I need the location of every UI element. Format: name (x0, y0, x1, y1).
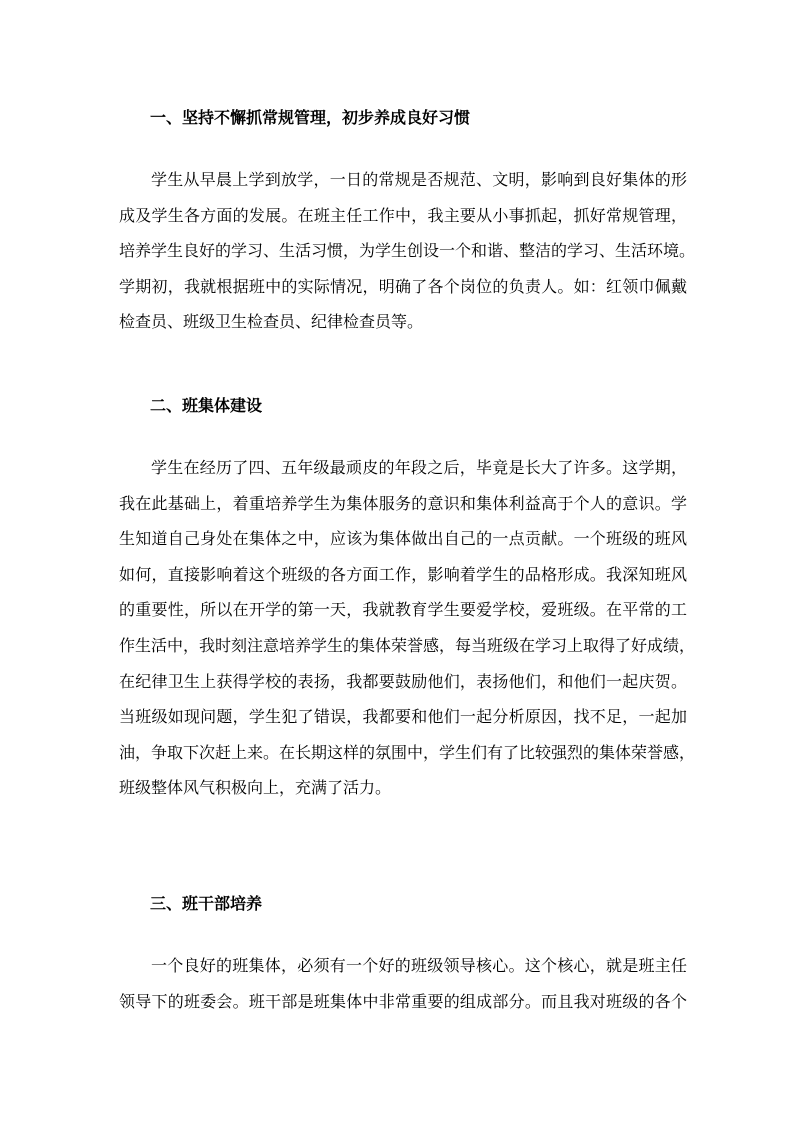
paragraph-line: 领导下的班委会。班干部是班集体中非常重要的组成部分。而且我对班级的各个 (119, 991, 687, 1011)
paragraph-line: 一个良好的班集体，必须有一个好的班级领导核心。这个核心，就是班主任 (151, 956, 687, 975)
paragraph-line: 学生在经历了四、五年级最顽皮的年段之后，毕竟是长大了许多。这学期， (151, 458, 687, 477)
section-1-heading: 一、坚持不懈抓常规管理，初步养成良好习惯 (150, 108, 471, 127)
paragraph-line: 检查员、班级卫生检查员、纪律检查员等。 (119, 312, 424, 332)
section-1-paragraph (119, 170, 696, 348)
paragraph-line: 生知道自己身处在集体之中，应该为集体做出自己的一点贡献。一个班级的班风 (119, 529, 687, 549)
paragraph-line: 如何，直接影响着这个班级的各方面工作，影响着学生的品格形成。我深知班风 (119, 564, 687, 584)
paragraph-line: 作生活中，我时刻注意培养学生的集体荣誉感，每当班级在学习上取得了好成绩， (119, 635, 696, 655)
paragraph-line: 成及学生各方面的发展。在班主任工作中，我主要从小事抓起，抓好常规管理， (119, 205, 687, 225)
paragraph-line: 我在此基础上，着重培养学生为集体服务的意识和集体利益高于个人的意识。学 (119, 493, 687, 513)
paragraph-line: 学生从早晨上学到放学，一日的常规是否规范、文明，影响到良好集体的形 (151, 170, 687, 189)
paragraph-line: 班级整体风气积极向上，充满了活力。 (119, 778, 392, 798)
paragraph-line: 学期初，我就根据班中的实际情况，明确了各个岗位的负责人。如：红领巾佩戴 (119, 276, 687, 296)
paragraph-line: 当班级如现问题，学生犯了错误，我都要和他们一起分析原因，找不足，一起加 (119, 707, 687, 727)
section-3-paragraph (119, 956, 687, 1027)
paragraph-line: 油，争取下次赶上来。在长期这样的氛围中，学生们有了比较强烈的集体荣誉感， (119, 742, 696, 762)
section-2-paragraph (119, 458, 696, 814)
paragraph-line: 培养学生良好的学习、生活习惯，为学生创设一个和谐、整洁的学习、生活环境。 (119, 241, 696, 261)
section-3-heading: 三、班干部培养 (150, 894, 263, 913)
paragraph-line: 在纪律卫生上获得学校的表扬，我都要鼓励他们，表扬他们，和他们一起庆贺。 (119, 671, 687, 691)
section-2-heading: 二、班集体建设 (150, 396, 263, 415)
paragraph-line: 的重要性，所以在开学的第一天，我就教育学生要爱学校，爱班级。在平常的工 (119, 600, 687, 620)
